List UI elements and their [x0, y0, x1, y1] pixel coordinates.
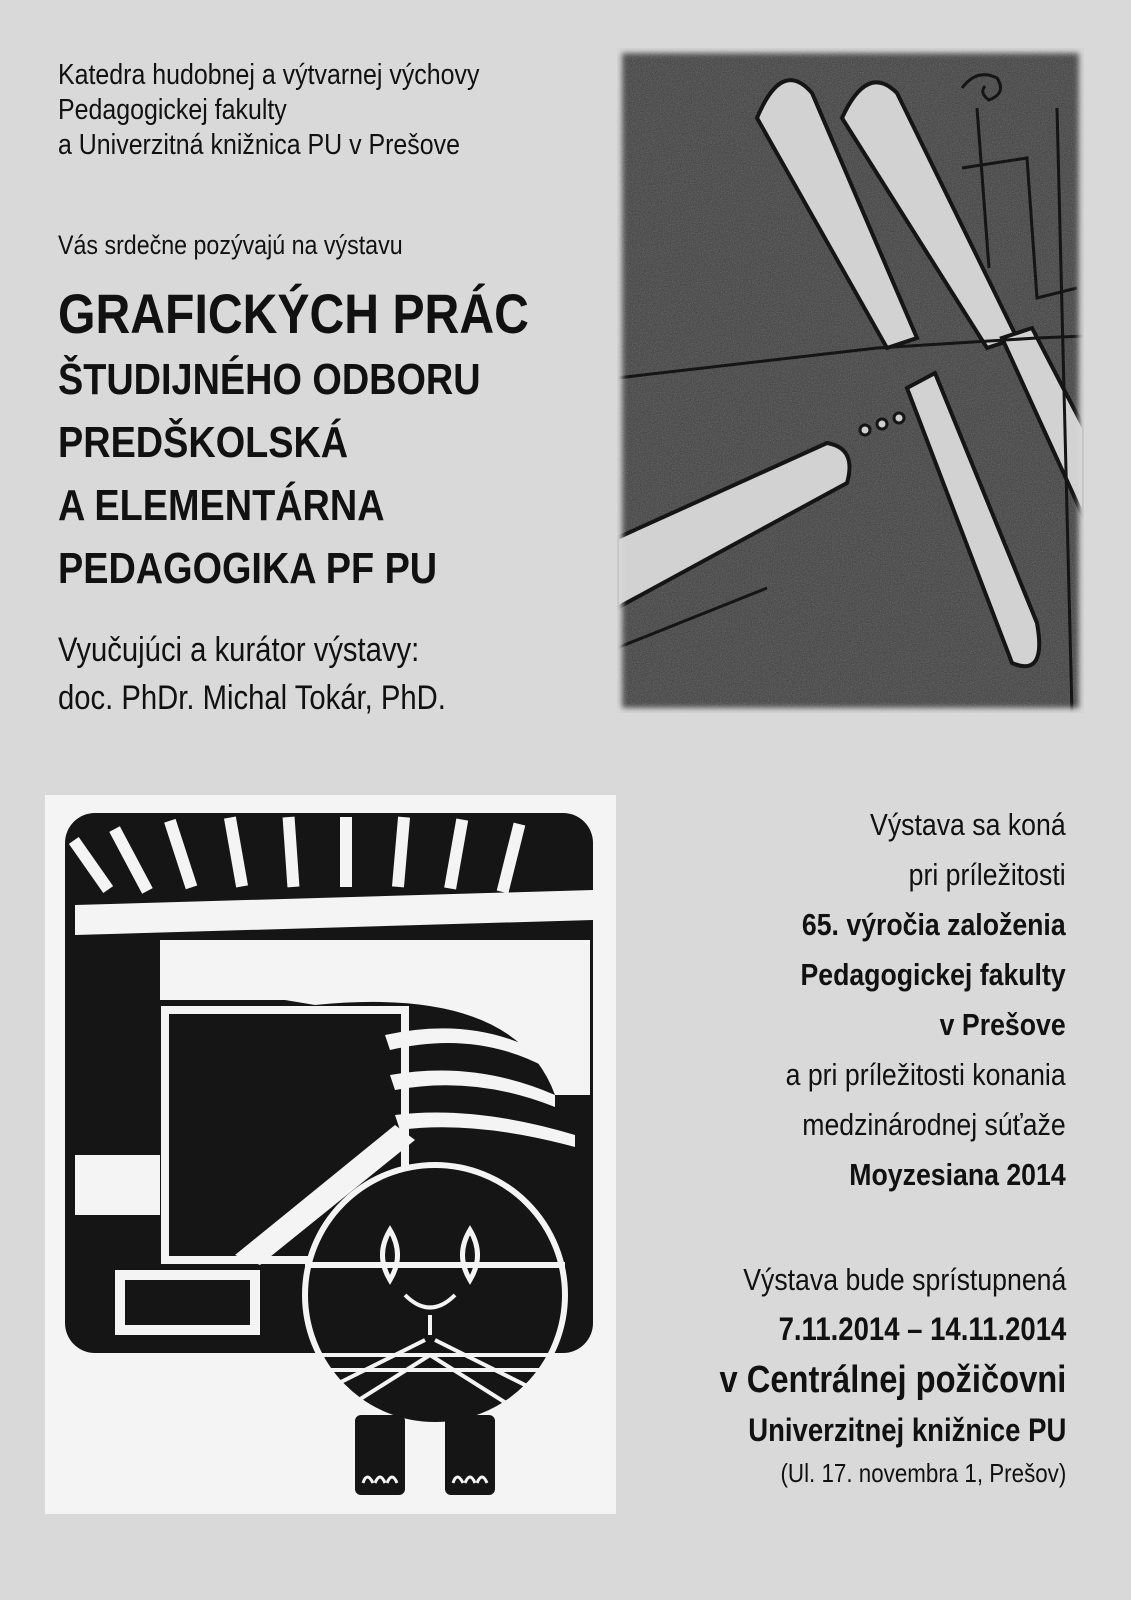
etching-artwork — [617, 48, 1084, 713]
invitation-text: Vás srdečne pozývajú na výstavu — [58, 230, 403, 260]
opening-venue: v Centrálnej požičovni — [719, 1359, 1066, 1401]
curator-name: doc. PhDr. Michal Tokár, PhD. — [58, 679, 446, 717]
occasion-line: Výstava sa koná — [870, 807, 1066, 842]
title-sub-line: PREDŠKOLSKÁ — [58, 418, 349, 467]
occasion-line-bold: 65. výročia založenia — [802, 907, 1066, 942]
opening-block — [663, 1255, 1066, 1493]
title-sub-line: A ELEMENTÁRNA — [58, 481, 385, 530]
occasion-block — [740, 800, 1066, 1200]
organizer-line: Pedagogickej fakulty — [58, 94, 287, 126]
opening-dates: 7.11.2014 – 14.11.2014 — [778, 1311, 1066, 1347]
title-sub-line: ŠTUDIJNÉHO ODBORU — [58, 355, 481, 404]
occasion-line: a pri príležitosti konania — [785, 1057, 1066, 1092]
organizer-line: Katedra hudobnej a výtvarnej výchovy — [58, 59, 480, 91]
organizer-block — [58, 58, 548, 163]
curator-label: Vyučujúci a kurátor výstavy: — [58, 631, 420, 669]
occasion-line: medzinárodnej súťaže — [802, 1107, 1066, 1142]
occasion-line-bold: Moyzesiana 2014 — [849, 1157, 1066, 1192]
opening-label: Výstava bude sprístupnená — [742, 1262, 1066, 1297]
opening-library: Univerzitnej knižnice PU — [747, 1412, 1066, 1448]
linocut-cat-artwork — [45, 795, 616, 1514]
occasion-line: pri príležitosti — [908, 857, 1066, 892]
opening-address: (Ul. 17. novembra 1, Prešov) — [780, 1458, 1066, 1488]
organizer-line: a Univerzitná knižnica PU v Prešove — [58, 129, 460, 161]
occasion-line-bold: Pedagogickej fakulty — [800, 957, 1066, 992]
occasion-line-bold: v Prešove — [940, 1007, 1066, 1042]
exhibition-title — [58, 280, 606, 600]
title-main: GRAFICKÝCH PRÁC — [58, 282, 529, 345]
curator-block — [58, 626, 509, 722]
title-sub-line: PEDAGOGIKA PF PU — [58, 544, 438, 593]
